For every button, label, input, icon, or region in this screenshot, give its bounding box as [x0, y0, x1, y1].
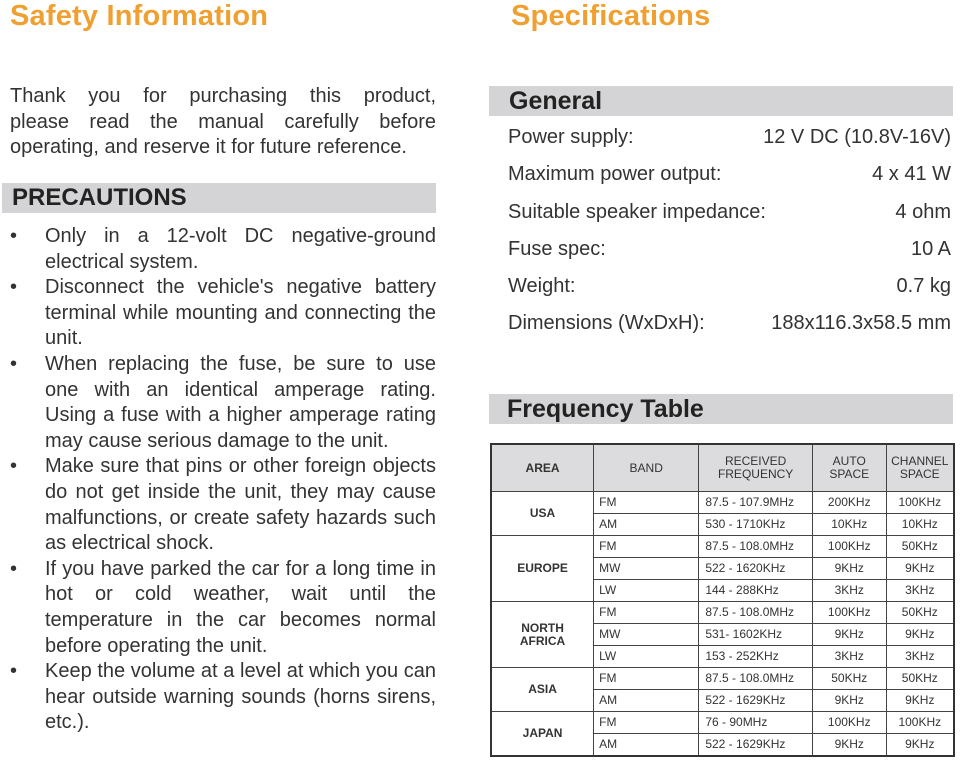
intro-line: please read the manual carefully before — [10, 110, 436, 133]
spec-label: Weight: — [508, 275, 576, 298]
auto-space-cell: 100KHz — [812, 602, 886, 624]
band-cell: FM — [594, 492, 699, 514]
area-cell: JAPAN — [491, 712, 594, 757]
col-header-received-frequency: RECEIVED FREQUENCY — [699, 444, 813, 492]
precaution-item — [4, 352, 436, 454]
channel-space-cell: 9KHz — [886, 558, 954, 580]
precaution-item — [4, 659, 436, 736]
band-cell: LW — [594, 646, 699, 668]
channel-space-cell: 3KHz — [886, 580, 954, 602]
precaution-text: Disconnect the vehicle's negative battery terminal while mounting and connecting the unit. — [45, 276, 436, 350]
area-cell: ASIA — [491, 668, 594, 712]
precautions-heading: PRECAUTIONS — [2, 183, 436, 213]
col-header-auto-space: AUTO SPACE — [812, 444, 886, 492]
table-row — [491, 536, 954, 558]
spec-value: 4 x 41 W — [872, 163, 951, 186]
spec-label: Dimensions (WxDxH): — [508, 312, 705, 335]
frequency-cell: 522 - 1629KHz — [699, 734, 813, 757]
auto-space-cell: 100KHz — [812, 536, 886, 558]
band-cell: AM — [594, 514, 699, 536]
channel-space-cell: 9KHz — [886, 690, 954, 712]
general-heading: General — [489, 86, 953, 116]
spec-label: Fuse spec: — [508, 237, 606, 260]
channel-space-cell: 50KHz — [886, 602, 954, 624]
area-cell: EUROPE — [491, 536, 594, 602]
precaution-item — [4, 454, 436, 556]
frequency-cell: 522 - 1620KHz — [699, 558, 813, 580]
frequency-cell: 76 - 90MHz — [699, 712, 813, 734]
precaution-text: Make sure that pins or other foreign objects do not get inside the unit, they may cause malfunctions, or create safety hazards such as electrical shock. — [45, 455, 436, 555]
auto-space-cell: 9KHz — [812, 624, 886, 646]
frequency-cell: 530 - 1710KHz — [699, 514, 813, 536]
intro-text — [10, 84, 436, 161]
channel-space-cell: 100KHz — [886, 492, 954, 514]
spec-value: 4 ohm — [895, 200, 951, 223]
col-header-area: AREA — [491, 444, 594, 492]
table-row — [491, 668, 954, 690]
spec-row — [508, 305, 951, 342]
bullet-icon: • — [10, 352, 18, 375]
spec-row — [508, 119, 951, 156]
auto-space-cell: 3KHz — [812, 580, 886, 602]
table-row — [491, 492, 954, 514]
precaution-text: When replacing the fuse, be sure to use one with an identical amperage rating. Using a fuse with a higher amperage rating may cause serious damage to the unit. — [45, 352, 436, 452]
specifications-title: Specifications — [511, 0, 711, 32]
col-header-band: BAND — [594, 444, 699, 492]
spec-row — [508, 194, 951, 231]
spec-row — [508, 231, 951, 268]
bullet-icon: • — [10, 660, 18, 683]
frequency-cell: 144 - 288KHz — [699, 580, 813, 602]
frequency-cell: 87.5 - 108.0MHz — [699, 668, 813, 690]
band-cell: FM — [594, 602, 699, 624]
frequency-cell: 531- 1602KHz — [699, 624, 813, 646]
auto-space-cell: 10KHz — [812, 514, 886, 536]
table-row — [491, 712, 954, 734]
table-row — [491, 602, 954, 624]
channel-space-cell: 9KHz — [886, 734, 954, 757]
band-cell: MW — [594, 558, 699, 580]
auto-space-cell: 3KHz — [812, 646, 886, 668]
channel-space-cell: 100KHz — [886, 712, 954, 734]
band-cell: MW — [594, 624, 699, 646]
bullet-icon: • — [10, 276, 18, 299]
bullet-icon: • — [10, 557, 18, 580]
frequency-table — [490, 443, 955, 757]
auto-space-cell: 9KHz — [812, 690, 886, 712]
channel-space-cell: 50KHz — [886, 536, 954, 558]
frequency-cell: 87.5 - 108.0MHz — [699, 602, 813, 624]
auto-space-cell: 9KHz — [812, 734, 886, 757]
spec-value: 188x116.3x58.5 mm — [771, 312, 951, 335]
area-cell: NORTH AFRICA — [491, 602, 594, 668]
band-cell: FM — [594, 668, 699, 690]
intro-line: operating, and reserve it for future reference. — [10, 136, 407, 158]
precautions-list — [4, 224, 436, 736]
channel-space-cell: 9KHz — [886, 624, 954, 646]
spec-value: 12 V DC (10.8V-16V) — [763, 126, 951, 148]
col-header-channel-space: CHANNEL SPACE — [886, 444, 954, 492]
frequency-table-heading: Frequency Table — [489, 394, 953, 424]
band-cell: AM — [594, 690, 699, 712]
precaution-text: Only in a 12-volt DC negative-ground electrical system. — [45, 225, 436, 273]
auto-space-cell: 9KHz — [812, 558, 886, 580]
channel-space-cell: 10KHz — [886, 514, 954, 536]
intro-line: Thank you for purchasing this product, — [10, 85, 436, 107]
spec-row — [508, 268, 951, 305]
area-cell: USA — [491, 492, 594, 536]
channel-space-cell: 50KHz — [886, 668, 954, 690]
precaution-item — [4, 224, 436, 275]
auto-space-cell: 50KHz — [812, 668, 886, 690]
channel-space-cell: 3KHz — [886, 646, 954, 668]
frequency-cell: 87.5 - 108.0MHz — [699, 536, 813, 558]
auto-space-cell: 200KHz — [812, 492, 886, 514]
spec-label: Power supply: — [508, 126, 634, 148]
spec-value: 10 A — [910, 237, 951, 260]
safety-information-title: Safety Information — [10, 0, 269, 32]
auto-space-cell: 100KHz — [812, 712, 886, 734]
band-cell: FM — [594, 536, 699, 558]
general-specs — [508, 119, 951, 343]
precaution-text: Keep the volume at a level at which you can hear outside warning sounds (horns sirens, etc.). — [45, 660, 436, 734]
frequency-table-header-row — [491, 444, 954, 492]
precaution-item — [4, 275, 436, 352]
spec-value: 0.7 kg — [896, 275, 951, 298]
spec-label: Maximum power output: — [508, 163, 722, 186]
frequency-cell: 87.5 - 107.9MHz — [699, 492, 813, 514]
spec-row — [508, 156, 951, 193]
band-cell: AM — [594, 734, 699, 757]
frequency-cell: 153 - 252KHz — [699, 646, 813, 668]
bullet-icon: • — [10, 225, 18, 247]
bullet-icon: • — [10, 455, 18, 478]
precaution-text: If you have parked the car for a long time in hot or cold weather, wait until the temperature in the car becomes normal before operating the unit. — [45, 557, 436, 657]
band-cell: FM — [594, 712, 699, 734]
frequency-cell: 522 - 1629KHz — [699, 690, 813, 712]
spec-label: Suitable speaker impedance: — [508, 200, 766, 223]
band-cell: LW — [594, 580, 699, 602]
precaution-item — [4, 557, 436, 659]
